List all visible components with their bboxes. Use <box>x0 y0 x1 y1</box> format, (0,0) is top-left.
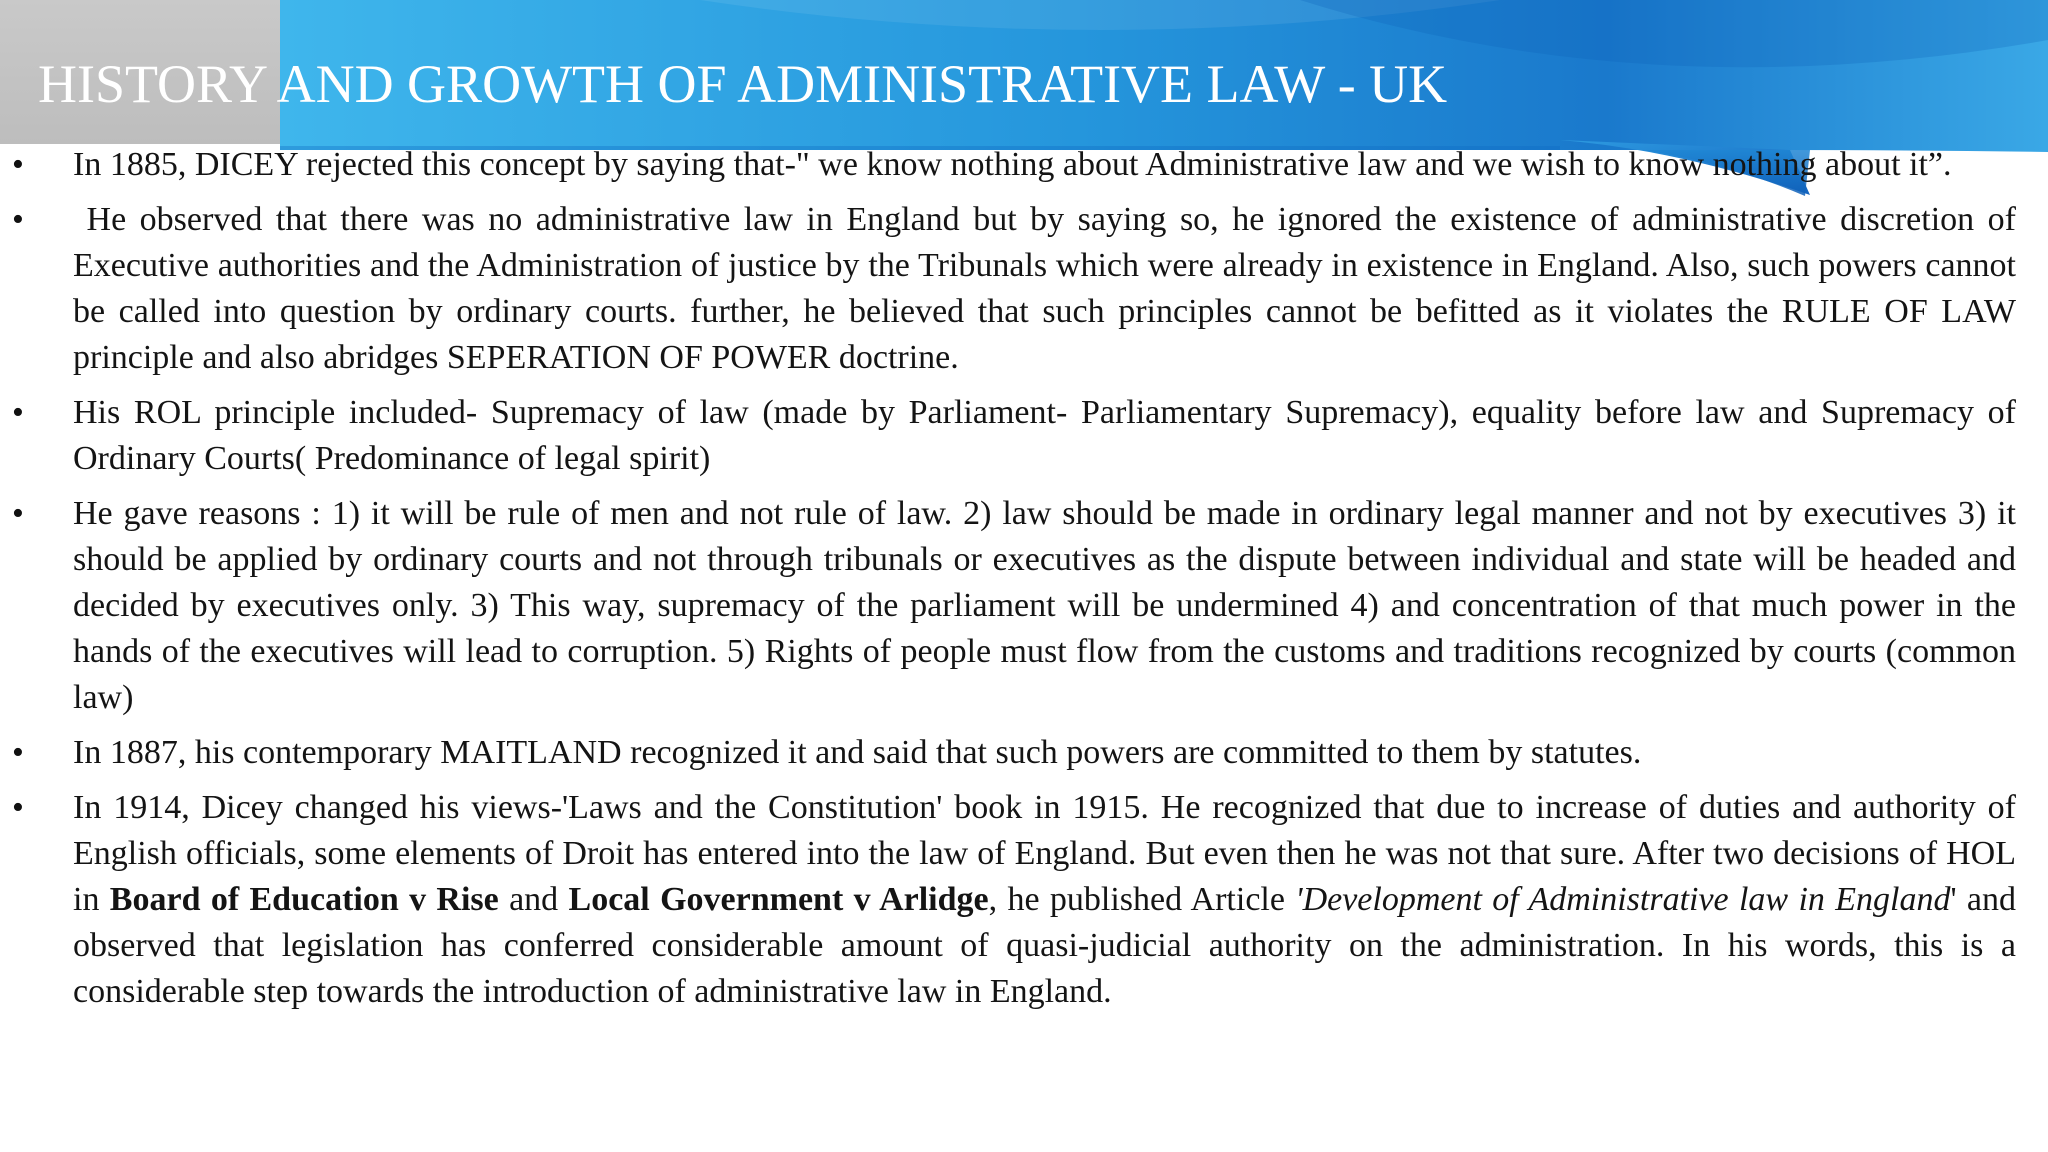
case-name-local-government: Local Government v Arlidge <box>568 881 989 918</box>
bullet-marker: • <box>12 734 24 771</box>
bullet-item-3 <box>0 390 2048 482</box>
bullet-text-1: In 1885, DICEY rejected this concept by saying that-" we know nothing about Administrative law and we wish to know nothing about it”. <box>73 146 1952 183</box>
case-name-board-of-education: Board of Education v Rise <box>109 881 499 918</box>
bullet-6-middle: , he published Article <box>988 881 1296 918</box>
bullet-6-outro: ' and observed that legislation has conferred considerable amount of quasi-judicial authority on the administration. In his words, this is a considerable step towards the introduction of administrative law in England. <box>73 881 2017 1010</box>
bullet-item-5 <box>0 730 2048 776</box>
bullet-marker: • <box>12 394 24 431</box>
bullet-text-4: He gave reasons : 1) it will be rule of men and not rule of law. 2) law should be made in ordinary legal manner and not by executives 3) it should be applied by ordinary courts and not through tribunals or executives as the dispute between individual and state will be headed and decided by executives only. 3) This way, supremacy of the parliament will be undermined 4) and concentration of that much power in the hands of the executives will lead to corruption. 5) Rights of people must flow from the customs and traditions recognized by courts (common law) <box>73 495 2016 716</box>
bullet-text-6 <box>73 785 2016 1015</box>
bullet-list <box>0 142 2048 1024</box>
bullet-item-1 <box>0 142 2048 188</box>
bullet-marker: • <box>12 789 24 826</box>
bullet-marker: • <box>12 201 24 238</box>
bullet-text-5: In 1887, his contemporary MAITLAND recognized it and said that such powers are committed to them by statutes. <box>73 734 1642 771</box>
article-title: 'Development of Administrative law in England <box>1295 881 1951 918</box>
bullet-text-3: His ROL principle included- Supremacy of law (made by Parliament- Parliamentary Supremacy), equality before law and Supremacy of Ordinary Courts( Predominance of legal spirit) <box>73 394 2016 477</box>
bullet-text-2: He observed that there was no administrative law in England but by saying so, he ignored the existence of administrative discretion of Executive authorities and the Administration of justice by the Tribunals which were already in existence in England. Also, such powers cannot be called into question by ordinary courts. further, he believed that such principles cannot be befitted as it violates the RULE OF LAW principle and also abridges SEPERATION OF POWER doctrine. <box>73 201 2025 376</box>
slide-title: HISTORY AND GROWTH OF ADMINISTRATIVE LAW - UK <box>38 54 1448 114</box>
bullet-6-connector: and <box>498 881 569 918</box>
bullet-item-2 <box>0 197 2048 381</box>
bullet-marker: • <box>12 146 24 183</box>
bullet-item-6 <box>0 785 2048 1015</box>
bullet-6-intro: In 1914, Dicey changed his views-'Laws and the Constitution' book in 1915. He recognized that due to increase of duties and authority of English officials, some elements of Droit has entered into the law of England. But even then he was not that sure. After two decisions of HOL in <box>73 789 2016 918</box>
bullet-item-4 <box>0 491 2048 721</box>
bullet-marker: • <box>12 495 24 532</box>
